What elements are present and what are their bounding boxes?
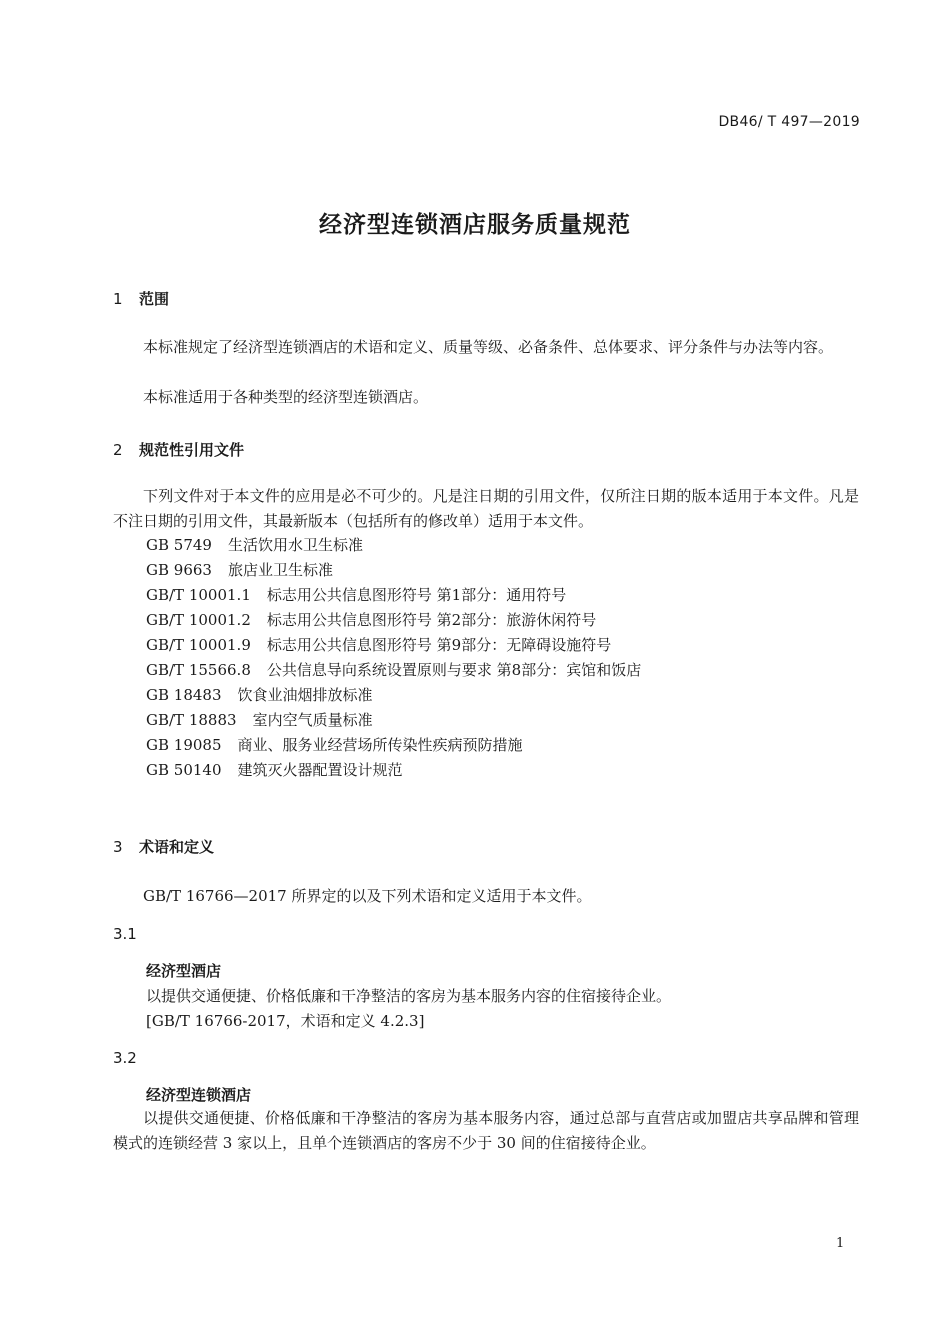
section-title: 术语和定义 bbox=[139, 838, 215, 856]
reference-code: GB 50140 bbox=[146, 761, 222, 779]
term-title: 经济型连锁酒店 bbox=[146, 1086, 252, 1104]
reference-item bbox=[146, 709, 373, 730]
paragraph: GB/T 16766—2017 所界定的以及下列术语和定义适用于本文件。 bbox=[143, 887, 592, 905]
reference-item bbox=[146, 609, 596, 630]
section-number: 1 bbox=[113, 290, 123, 308]
reference-item bbox=[146, 584, 566, 605]
term-number: 3.1 bbox=[113, 925, 137, 943]
reference-title: 生活饮用水卫生标准 bbox=[227, 536, 363, 554]
paragraph: 下列文件对于本文件的应用是必不可少的。凡是注日期的引用文件，仅所注日期的版本适用于本文件。凡是不注日期的引用文件，其最新版本（包括所有的修改单）适用于本文件。 bbox=[113, 487, 859, 530]
reference-item bbox=[146, 534, 363, 555]
section-2-heading bbox=[113, 439, 244, 460]
term-definition: 以提供交通便捷、价格低廉和干净整洁的客房为基本服务内容的住宿接待企业。 bbox=[146, 987, 672, 1005]
standard-number: DB46/ T 497—2019 bbox=[718, 114, 860, 130]
reference-title: 标志用公共信息图形符号 第1部分：通用符号 bbox=[266, 586, 567, 604]
reference-code: GB 5749 bbox=[146, 536, 212, 554]
reference-item bbox=[146, 559, 333, 580]
reference-code: GB 18483 bbox=[146, 686, 222, 704]
paragraph: 本标准适用于各种类型的经济型连锁酒店。 bbox=[143, 388, 429, 406]
reference-title: 室内空气质量标准 bbox=[252, 711, 373, 729]
section-number: 3 bbox=[113, 838, 123, 856]
reference-code: GB/T 10001.9 bbox=[146, 636, 251, 654]
reference-title: 公共信息导向系统设置原则与要求 第8部分：宾馆和饭店 bbox=[266, 661, 642, 679]
reference-item bbox=[146, 759, 403, 780]
reference-item bbox=[146, 734, 523, 755]
reference-title: 商业、服务业经营场所传染性疾病预防措施 bbox=[237, 736, 523, 754]
page-number: 1 bbox=[836, 1236, 845, 1251]
reference-code: GB 9663 bbox=[146, 561, 212, 579]
section-3-heading bbox=[113, 836, 214, 857]
reference-title: 标志用公共信息图形符号 第2部分：旅游休闲符号 bbox=[266, 611, 597, 629]
reference-title: 标志用公共信息图形符号 第9部分：无障碍设施符号 bbox=[266, 636, 612, 654]
section-1-heading bbox=[113, 288, 169, 309]
section-title: 范围 bbox=[139, 290, 170, 308]
reference-title: 建筑灭火器配置设计规范 bbox=[237, 761, 403, 779]
reference-code: GB 19085 bbox=[146, 736, 222, 754]
term-source: [GB/T 16766-2017，术语和定义 4.2.3] bbox=[146, 1012, 425, 1030]
reference-item bbox=[146, 634, 611, 655]
term-title: 经济型酒店 bbox=[146, 962, 222, 980]
reference-code: GB/T 15566.8 bbox=[146, 661, 251, 679]
document-title: 经济型连锁酒店服务质量规范 bbox=[319, 212, 631, 238]
term-number: 3.2 bbox=[113, 1049, 137, 1067]
section-number: 2 bbox=[113, 441, 123, 459]
reference-code: GB/T 10001.2 bbox=[146, 611, 251, 629]
term-definition: 以提供交通便捷、价格低廉和干净整洁的客房为基本服务内容，通过总部与直营店或加盟店共享品牌和管理模式的连锁经营 3 家以上，且单个连锁酒店的客房不少于 30 间的住宿接待企业。 bbox=[113, 1109, 859, 1152]
reference-code: GB/T 10001.1 bbox=[146, 586, 251, 604]
reference-title: 旅店业卫生标准 bbox=[227, 561, 333, 579]
reference-title: 饮食业油烟排放标准 bbox=[237, 686, 373, 704]
reference-item bbox=[146, 659, 641, 680]
reference-item bbox=[146, 684, 373, 705]
section-title: 规范性引用文件 bbox=[139, 441, 245, 459]
paragraph: 本标准规定了经济型连锁酒店的术语和定义、质量等级、必备条件、总体要求、评分条件与办法等内容。 bbox=[143, 338, 834, 356]
reference-code: GB/T 18883 bbox=[146, 711, 237, 729]
